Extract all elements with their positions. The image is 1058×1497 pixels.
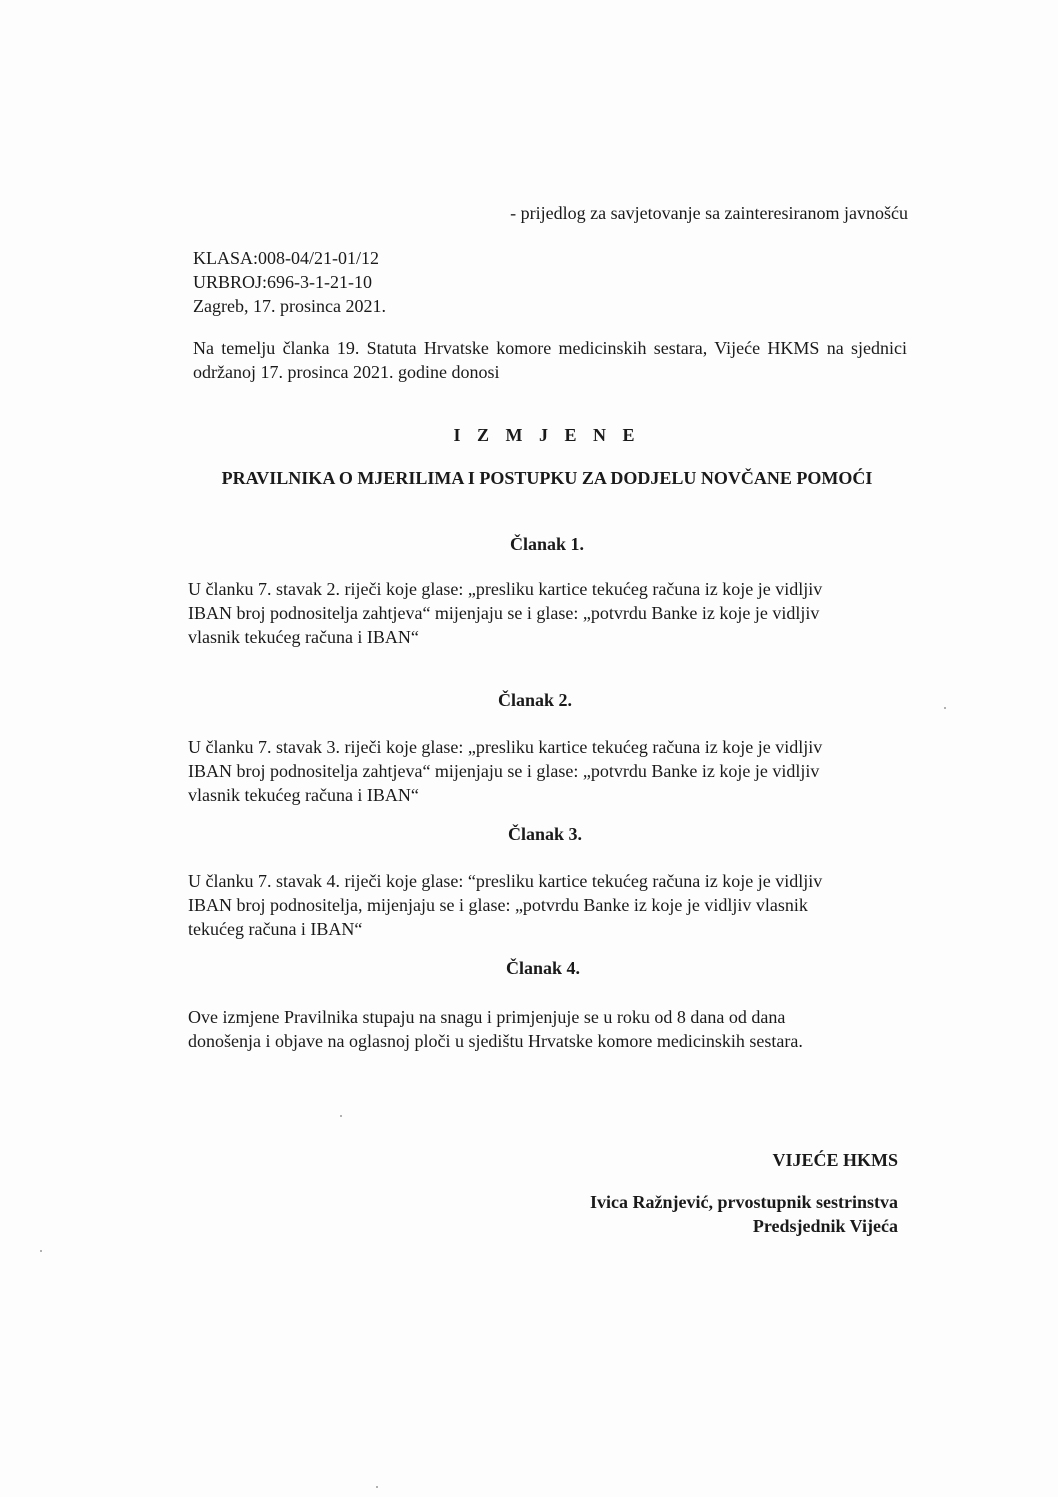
article-3-line: IBAN broj podnositelja, mijenjaju se i glase: „potvrdu Banke iz koje je vidljiv vlasnik	[188, 895, 808, 915]
scan-speck	[944, 707, 946, 709]
article-3-line: tekućeg računa i IBAN“	[188, 919, 363, 939]
article-2-body	[188, 735, 888, 807]
article-3-title: Članak 3.	[507, 824, 583, 844]
scan-speck	[40, 1250, 42, 1252]
article-1-line: vlasnik tekućeg računa i IBAN“	[188, 627, 419, 647]
article-1-title: Članak 1.	[509, 534, 585, 554]
urbroj-line: URBROJ:696-3-1-21-10	[193, 272, 372, 292]
article-3-body	[188, 869, 888, 941]
signature-body: VIJEĆE HKMS	[772, 1150, 898, 1170]
article-2-line: IBAN broj podnositelja zahtjeva“ mijenjaju se i glase: „potvrdu Banke iz koje je vidljiv	[188, 761, 820, 781]
heading-izmjene: I Z M J E N E	[453, 425, 641, 445]
article-1-line: IBAN broj podnositelja zahtjeva“ mijenjaju se i glase: „potvrdu Banke iz koje je vidljiv	[188, 603, 820, 623]
article-4-title: Članak 4.	[505, 958, 581, 978]
article-2-line: vlasnik tekućeg računa i IBAN“	[188, 785, 419, 805]
signature-name-block	[590, 1190, 898, 1238]
signatory-name: Ivica Ražnjević, prvostupnik sestrinstva	[589, 1192, 898, 1212]
consultation-note: - prijedlog za savjetovanje sa zainteresiranom javnošću	[510, 203, 908, 223]
intro-paragraph: Na temelju članka 19. Statuta Hrvatske komore medicinskih sestara, Vijeće HKMS na sjednici održanoj 17. prosinca 2021. godine donosi	[193, 338, 907, 382]
article-1-line: U članku 7. stavak 2. riječi koje glase: „presliku kartice tekućeg računa iz koje je vidljiv	[188, 579, 823, 599]
heading-title: PRAVILNIKA O MJERILIMA I POSTUPKU ZA DODJELU NOVČANE POMOĆI	[221, 468, 873, 488]
signatory-role: Predsjednik Vijeća	[752, 1216, 898, 1236]
document-meta	[193, 246, 386, 318]
klasa-line: KLASA:008-04/21-01/12	[193, 248, 379, 268]
article-3-line: U članku 7. stavak 4. riječi koje glase: “presliku kartice tekućeg računa iz koje je vidljiv	[188, 871, 823, 891]
article-4-line: Ove izmjene Pravilnika stupaju na snagu i primjenjuje se u roku od 8 dana od dana	[188, 1007, 786, 1027]
scan-speck	[376, 1486, 378, 1488]
article-2-title: Članak 2.	[497, 690, 573, 710]
article-4-line: donošenja i objave na oglasnoj ploči u sjedištu Hrvatske komore medicinskih sestara.	[188, 1031, 803, 1051]
article-2-line: U članku 7. stavak 3. riječi koje glase: „presliku kartice tekućeg računa iz koje je vidljiv	[188, 737, 823, 757]
place-date-line: Zagreb, 17. prosinca 2021.	[193, 296, 386, 316]
scan-speck	[340, 1115, 342, 1117]
article-1-body	[188, 577, 888, 649]
article-4-body	[188, 1005, 888, 1053]
